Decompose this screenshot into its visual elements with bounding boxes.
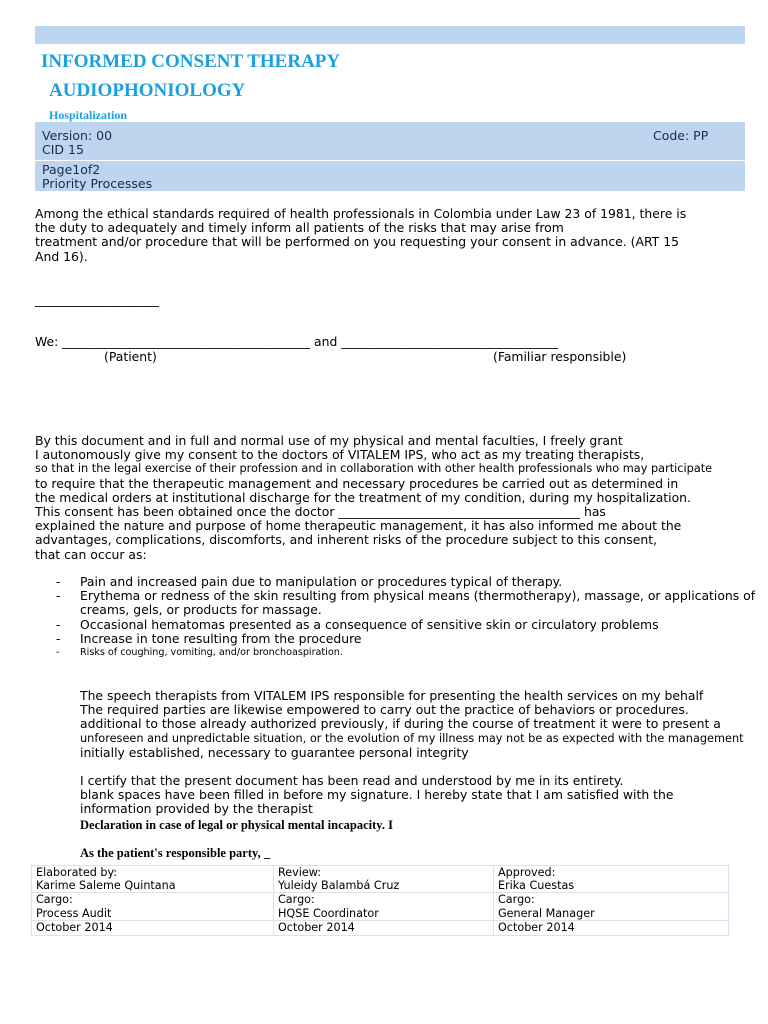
intro-paragraph: Among the ethical standards required of health professionals in Colombia under Law 23 of 1981, there is the duty to adequately and timely inform all patients of the risks that may arise from treatment and/or procedure that will be performed on you requesting your consent in advance. (ART 15 And 16). — [35, 206, 687, 264]
elaborated-cell: Elaborated by: Karime Saleme Quintana — [32, 866, 274, 893]
meta-box-page — [35, 161, 745, 191]
cargo-cell: Cargo: General Manager — [494, 893, 729, 920]
familiar-label: (Familiar responsible) — [493, 349, 627, 364]
responsible-party-line: As the patient's responsible party, _ — [80, 846, 271, 860]
table-row — [32, 893, 729, 920]
table-row — [32, 866, 729, 893]
process-label: Priority Processes — [42, 176, 153, 191]
certify-paragraph: I certify that the present document has been read and understood by me in its entirety. blank spaces have been filled in before my signature. I hereby state that I am satisfied with the information provided by the therapist — [80, 773, 674, 817]
list-item: - Risks of coughing, vomiting, and/or bronchoaspiration. — [56, 647, 343, 659]
page-label: Page1of2 — [42, 162, 101, 177]
signature-blank: ____________________ — [35, 292, 159, 307]
list-item: - Increase in tone resulting from the procedure — [56, 630, 362, 646]
date-cell: October 2014 — [274, 920, 494, 935]
date-cell: October 2014 — [32, 920, 274, 935]
document-subtitle: AUDIOPHONIOLOGY — [49, 80, 246, 101]
approval-table — [31, 865, 729, 936]
date-cell: October 2014 — [494, 920, 729, 935]
cargo-cell: Cargo: Process Audit — [32, 893, 274, 920]
review-cell: Review: Yuleidy Balambá Cruz — [274, 866, 494, 893]
document-category: Hospitalization — [49, 108, 128, 122]
cargo-cell: Cargo: HQSE Coordinator — [274, 893, 494, 920]
list-item: - Occasional hematomas presented as a consequence of sensitive skin or circulatory problems — [56, 616, 659, 632]
risk-list — [56, 575, 755, 660]
patient-label: (Patient) — [104, 349, 157, 364]
meta-box-version — [35, 122, 745, 160]
version-label: Version: 00 — [42, 128, 113, 143]
therapists-paragraph: The speech therapists from VITALEM IPS responsible for presenting the health services on my behalf The required parties are likewise empowered to carry out the practice of behaviors or procedures. additional to those already authorized previously, if during the course of treatment it were to present a unforeseen and unpredictable situation, or the evolution of my illness may not be as expected with the management initially established, necessary to guarantee personal integrity — [80, 688, 744, 760]
we-line: We: ________________________________________ and ___________________________________ — [35, 334, 559, 349]
header-bar — [35, 26, 745, 44]
list-item: - Erythema or redness of the skin resulting from physical means (thermotherapy), massage, or applications of creams, gels, or products for massage. — [56, 588, 756, 618]
approved-cell: Approved: Erika Cuestas — [494, 866, 729, 893]
code-label: Code: PP — [653, 128, 709, 143]
declaration-heading: Declaration in case of legal or physical mental incapacity. I — [80, 818, 393, 832]
document-title: INFORMED CONSENT THERAPY — [41, 51, 341, 72]
consent-paragraph: By this document and in full and normal use of my physical and mental faculties, I freely grant I autonomously give my consent to the doctors of VITALEM IPS, who act as my treating therapists, so that in the legal exercise of their profession and in collaboration with other health professionals who may participate to require that the therapeutic management and necessary procedures be carried out as determined in the medical orders at institutional discharge for the treatment of my condition, during my hospitalization. This consent has been obtained once the doctor _______________________________________ has explained the nature and purpose of home therapeutic management, it has also informed me about the advantages, complications, discomforts, and inherent risks of the procedure subject to this consent, that can occur as: — [35, 433, 713, 562]
list-item: - Pain and increased pain due to manipulation or procedures typical of therapy. — [56, 574, 563, 589]
cid-label: CID 15 — [42, 142, 84, 157]
table-row — [32, 920, 729, 935]
